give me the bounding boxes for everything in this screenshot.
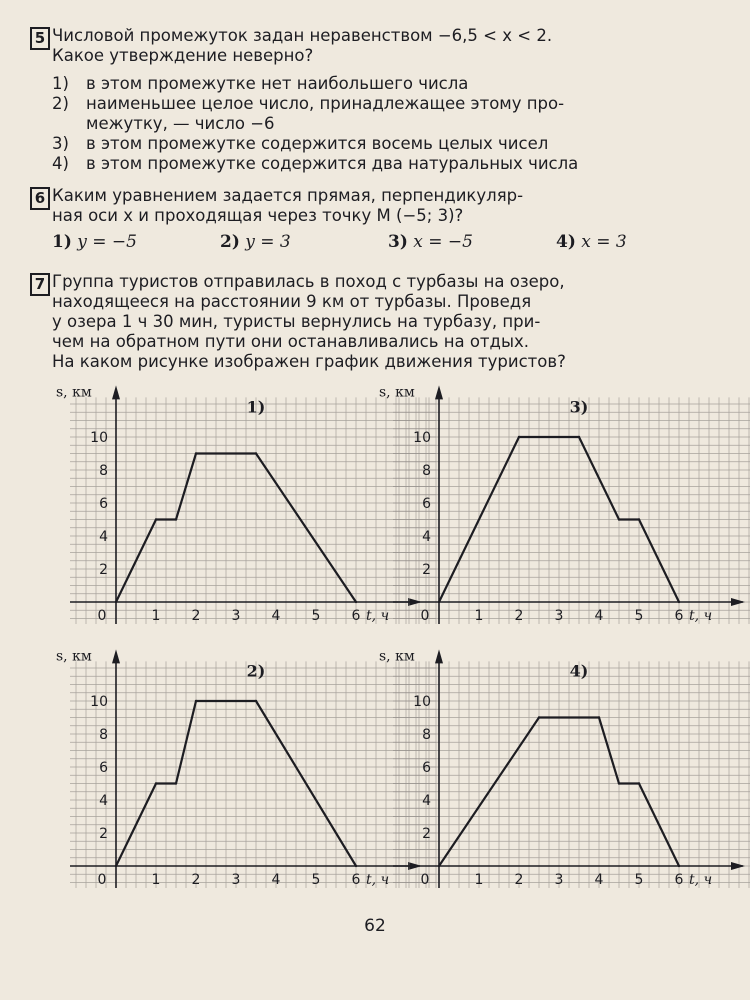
answer-option: 3) x = −5 bbox=[388, 232, 473, 252]
data-point bbox=[255, 452, 257, 454]
data-point bbox=[678, 865, 680, 867]
y-tick-label: 6 bbox=[99, 496, 108, 512]
y-axis-arrow bbox=[112, 649, 120, 663]
chart-3 bbox=[56, 648, 436, 888]
x-tick-label: 2 bbox=[191, 872, 201, 888]
question-text: у озера 1 ч 30 мин, туристы вернулись на турбазу, при- bbox=[52, 312, 541, 331]
question-number: 6 bbox=[30, 187, 50, 210]
question-text: чем на обратном пути они останавливались на отдых. bbox=[52, 332, 529, 351]
data-point bbox=[638, 518, 640, 520]
x-tick-label: 2 bbox=[514, 872, 524, 888]
answer-option: 1) y = −5 bbox=[52, 232, 137, 252]
question-text: На каком рисунке изображен график движения туристов? bbox=[52, 352, 566, 371]
answer-option: 3) в этом промежутке содержится восемь целых чисел bbox=[52, 134, 549, 153]
data-point bbox=[678, 601, 680, 603]
data-point bbox=[618, 782, 620, 784]
x-tick-label: 4 bbox=[594, 608, 604, 624]
data-point bbox=[195, 700, 197, 702]
x-axis-arrow bbox=[731, 862, 745, 870]
x-axis-label: t, ч bbox=[366, 608, 390, 624]
x-tick-label: 6 bbox=[674, 608, 684, 624]
y-tick-label: 4 bbox=[99, 529, 108, 545]
chart-1 bbox=[56, 384, 436, 624]
x-tick-label: 0 bbox=[420, 872, 430, 888]
x-tick-label: 2 bbox=[191, 608, 201, 624]
x-tick-label: 0 bbox=[97, 608, 107, 624]
grid bbox=[70, 397, 436, 624]
question-text: Группа туристов отправилась в поход с турбазы на озеро, bbox=[52, 272, 565, 291]
y-tick-label: 6 bbox=[422, 496, 431, 512]
y-axis-arrow bbox=[435, 649, 443, 663]
y-axis-arrow bbox=[435, 385, 443, 399]
data-point bbox=[115, 601, 117, 603]
data-point bbox=[578, 436, 580, 438]
y-tick-label: 2 bbox=[422, 562, 431, 578]
data-point bbox=[355, 601, 357, 603]
y-tick-label: 8 bbox=[99, 463, 108, 479]
y-tick-label: 4 bbox=[99, 793, 108, 809]
x-tick-label: 0 bbox=[420, 608, 430, 624]
chart-title: 2) bbox=[246, 661, 266, 681]
x-tick-label: 5 bbox=[311, 872, 321, 888]
y-tick-label: 6 bbox=[99, 760, 108, 776]
y-tick-label: 6 bbox=[422, 760, 431, 776]
answer-option: 4) x = 3 bbox=[556, 232, 627, 252]
data-point bbox=[175, 782, 177, 784]
data-point bbox=[618, 518, 620, 520]
x-tick-label: 2 bbox=[514, 608, 524, 624]
answer-option: 4) в этом промежутке содержится два натуральных числа bbox=[52, 154, 579, 173]
x-tick-label: 4 bbox=[271, 608, 281, 624]
data-point bbox=[438, 865, 440, 867]
chart-title: 1) bbox=[246, 397, 266, 417]
x-tick-label: 1 bbox=[474, 608, 484, 624]
x-tick-label: 4 bbox=[271, 872, 281, 888]
data-point bbox=[155, 782, 157, 784]
y-axis-label: s, км bbox=[379, 384, 415, 401]
question-text: Каким уравнением задается прямая, перпендикуляр- bbox=[52, 186, 524, 205]
question-number: 7 bbox=[30, 273, 50, 296]
y-tick-label: 10 bbox=[90, 694, 108, 710]
answer-option: межутку, — число −6 bbox=[86, 114, 275, 133]
y-tick-label: 4 bbox=[422, 793, 431, 809]
data-point bbox=[638, 782, 640, 784]
y-axis-label: s, км bbox=[56, 648, 92, 665]
data-point bbox=[538, 716, 540, 718]
question-text: Какое утверждение неверно? bbox=[52, 46, 314, 65]
answer-option: 2) наименьшее целое число, принадлежащее этому про- bbox=[52, 94, 565, 113]
x-axis-label: t, ч bbox=[689, 872, 713, 888]
x-tick-label: 3 bbox=[231, 608, 241, 624]
y-tick-label: 2 bbox=[99, 562, 108, 578]
x-tick-label: 4 bbox=[594, 872, 604, 888]
x-tick-label: 6 bbox=[674, 872, 684, 888]
question-text: находящееся на расстоянии 9 км от турбазы. Проведя bbox=[52, 292, 532, 311]
y-axis-label: s, км bbox=[379, 648, 415, 665]
question-number: 5 bbox=[30, 27, 50, 50]
x-tick-label: 3 bbox=[554, 608, 564, 624]
y-tick-label: 10 bbox=[413, 430, 431, 446]
y-tick-label: 10 bbox=[413, 694, 431, 710]
x-tick-label: 3 bbox=[231, 872, 241, 888]
page-number: 62 bbox=[364, 916, 386, 936]
x-tick-label: 6 bbox=[351, 872, 361, 888]
x-tick-label: 5 bbox=[311, 608, 321, 624]
data-point bbox=[195, 452, 197, 454]
x-tick-label: 1 bbox=[474, 872, 484, 888]
x-tick-label: 6 bbox=[351, 608, 361, 624]
x-tick-label: 1 bbox=[151, 608, 161, 624]
chart-title: 3) bbox=[569, 397, 589, 417]
answer-option: 1) в этом промежутке нет наибольшего числа bbox=[52, 74, 469, 93]
y-tick-label: 10 bbox=[90, 430, 108, 446]
chart-4 bbox=[379, 648, 750, 888]
x-axis-arrow bbox=[731, 598, 745, 606]
x-tick-label: 3 bbox=[554, 872, 564, 888]
question-text: Числовой промежуток задан неравенством −6,5 < x < 2. bbox=[52, 26, 553, 45]
data-point bbox=[438, 601, 440, 603]
chart-title: 4) bbox=[569, 661, 589, 681]
question-text: ная оси x и проходящая через точку M (−5; 3)? bbox=[52, 206, 464, 225]
grid bbox=[393, 397, 750, 624]
x-tick-label: 5 bbox=[634, 608, 644, 624]
data-point bbox=[255, 700, 257, 702]
chart-2 bbox=[379, 384, 750, 624]
data-point bbox=[355, 865, 357, 867]
data-point bbox=[155, 518, 157, 520]
x-tick-label: 5 bbox=[634, 872, 644, 888]
y-tick-label: 2 bbox=[422, 826, 431, 842]
x-axis-label: t, ч bbox=[689, 608, 713, 624]
data-point bbox=[598, 716, 600, 718]
data-point bbox=[175, 518, 177, 520]
y-tick-label: 4 bbox=[422, 529, 431, 545]
y-axis-label: s, км bbox=[56, 384, 92, 401]
grid bbox=[70, 661, 436, 888]
y-tick-label: 8 bbox=[99, 727, 108, 743]
x-axis-label: t, ч bbox=[366, 872, 390, 888]
y-tick-label: 8 bbox=[422, 727, 431, 743]
data-point bbox=[115, 865, 117, 867]
y-axis-arrow bbox=[112, 385, 120, 399]
x-tick-label: 0 bbox=[97, 872, 107, 888]
answer-option: 2) y = 3 bbox=[220, 232, 291, 252]
x-tick-label: 1 bbox=[151, 872, 161, 888]
y-tick-label: 8 bbox=[422, 463, 431, 479]
y-tick-label: 2 bbox=[99, 826, 108, 842]
data-point bbox=[518, 436, 520, 438]
